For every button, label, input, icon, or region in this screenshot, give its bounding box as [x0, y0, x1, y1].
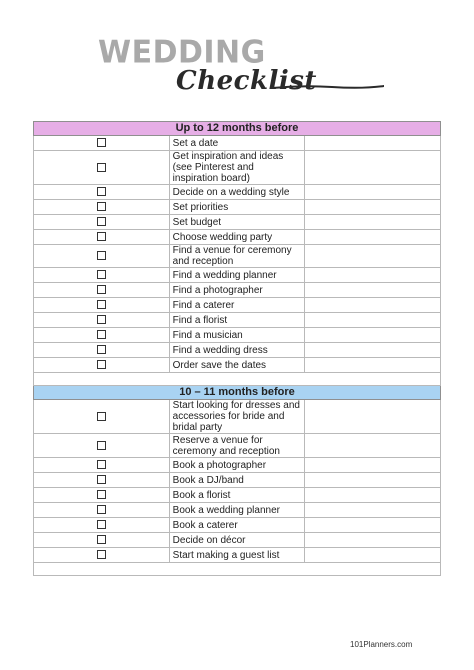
task-label: Find a caterer [169, 298, 305, 313]
task-label: Order save the dates [169, 358, 305, 373]
checkbox[interactable] [97, 163, 106, 172]
notes-cell[interactable] [305, 548, 441, 563]
checkbox[interactable] [97, 550, 106, 559]
notes-cell[interactable] [305, 400, 441, 434]
checkbox[interactable] [97, 475, 106, 484]
task-label: Decide on décor [169, 533, 305, 548]
section-header: 10 – 11 months before [34, 386, 441, 400]
checkbox[interactable] [97, 315, 106, 324]
task-label: Book a photographer [169, 458, 305, 473]
blank-row [34, 563, 441, 576]
task-row [34, 185, 441, 200]
blank-cell [34, 563, 441, 576]
task-row [34, 434, 441, 458]
task-row [34, 230, 441, 245]
notes-cell[interactable] [305, 458, 441, 473]
notes-cell[interactable] [305, 200, 441, 215]
notes-cell[interactable] [305, 298, 441, 313]
notes-cell[interactable] [305, 136, 441, 151]
checkbox[interactable] [97, 202, 106, 211]
task-row [34, 533, 441, 548]
section-header-row [34, 386, 441, 400]
checkbox[interactable] [97, 232, 106, 241]
checkbox[interactable] [97, 300, 106, 309]
notes-cell[interactable] [305, 328, 441, 343]
notes-cell[interactable] [305, 230, 441, 245]
checkbox[interactable] [97, 520, 106, 529]
checkbox[interactable] [97, 412, 106, 421]
notes-cell[interactable] [305, 185, 441, 200]
task-row [34, 313, 441, 328]
task-label: Book a DJ/band [169, 473, 305, 488]
task-label: Set budget [169, 215, 305, 230]
notes-cell[interactable] [305, 503, 441, 518]
checkbox[interactable] [97, 285, 106, 294]
task-row [34, 268, 441, 283]
task-row [34, 283, 441, 298]
checklist-table [33, 121, 441, 576]
notes-cell[interactable] [305, 268, 441, 283]
checkbox[interactable] [97, 441, 106, 450]
checkbox[interactable] [97, 251, 106, 260]
task-row [34, 458, 441, 473]
notes-cell[interactable] [305, 473, 441, 488]
notes-cell[interactable] [305, 343, 441, 358]
task-label: Book a florist [169, 488, 305, 503]
task-row [34, 136, 441, 151]
logo-wedding-word: WEDDING [98, 34, 266, 71]
checkbox[interactable] [97, 460, 106, 469]
notes-cell[interactable] [305, 533, 441, 548]
task-label: Decide on a wedding style [169, 185, 305, 200]
task-label: Find a photographer [169, 283, 305, 298]
task-row [34, 503, 441, 518]
task-row [34, 215, 441, 230]
checkbox[interactable] [97, 535, 106, 544]
notes-cell[interactable] [305, 283, 441, 298]
checkbox[interactable] [97, 505, 106, 514]
task-label: Set priorities [169, 200, 305, 215]
notes-cell[interactable] [305, 358, 441, 373]
notes-cell[interactable] [305, 151, 441, 185]
task-row [34, 151, 441, 185]
task-label: Start looking for dresses and accessories for bride and bridal party [169, 400, 305, 434]
section-header: Up to 12 months before [34, 122, 441, 136]
task-row [34, 343, 441, 358]
task-row [34, 245, 441, 268]
task-label: Book a wedding planner [169, 503, 305, 518]
brush-stroke-decoration [272, 82, 384, 92]
notes-cell[interactable] [305, 215, 441, 230]
task-row [34, 518, 441, 533]
logo-checklist-script: Checklist [176, 66, 317, 96]
task-row [34, 548, 441, 563]
task-row [34, 473, 441, 488]
blank-cell [34, 373, 441, 386]
footer-brand: 101Planners.com [350, 640, 413, 649]
task-row [34, 488, 441, 503]
task-label: Find a florist [169, 313, 305, 328]
checkbox[interactable] [97, 360, 106, 369]
task-row [34, 358, 441, 373]
checkbox[interactable] [97, 217, 106, 226]
task-label: Reserve a venue for ceremony and reception [169, 434, 305, 458]
notes-cell[interactable] [305, 313, 441, 328]
checkbox[interactable] [97, 330, 106, 339]
task-label: Set a date [169, 136, 305, 151]
task-row [34, 200, 441, 215]
checkbox[interactable] [97, 138, 106, 147]
task-row [34, 400, 441, 434]
checkbox[interactable] [97, 345, 106, 354]
task-label: Find a wedding dress [169, 343, 305, 358]
blank-row [34, 373, 441, 386]
notes-cell[interactable] [305, 245, 441, 268]
section-header-row [34, 122, 441, 136]
notes-cell[interactable] [305, 434, 441, 458]
task-label: Start making a guest list [169, 548, 305, 563]
task-label: Find a wedding planner [169, 268, 305, 283]
task-label: Book a caterer [169, 518, 305, 533]
logo [92, 30, 392, 100]
task-label: Get inspiration and ideas (see Pinterest and inspiration board) [169, 151, 305, 185]
task-row [34, 298, 441, 313]
task-row [34, 328, 441, 343]
task-label: Find a venue for ceremony and reception [169, 245, 305, 268]
checkbox[interactable] [97, 187, 106, 196]
task-label: Choose wedding party [169, 230, 305, 245]
checkbox[interactable] [97, 490, 106, 499]
notes-cell[interactable] [305, 518, 441, 533]
checkbox[interactable] [97, 270, 106, 279]
notes-cell[interactable] [305, 488, 441, 503]
task-label: Find a musician [169, 328, 305, 343]
